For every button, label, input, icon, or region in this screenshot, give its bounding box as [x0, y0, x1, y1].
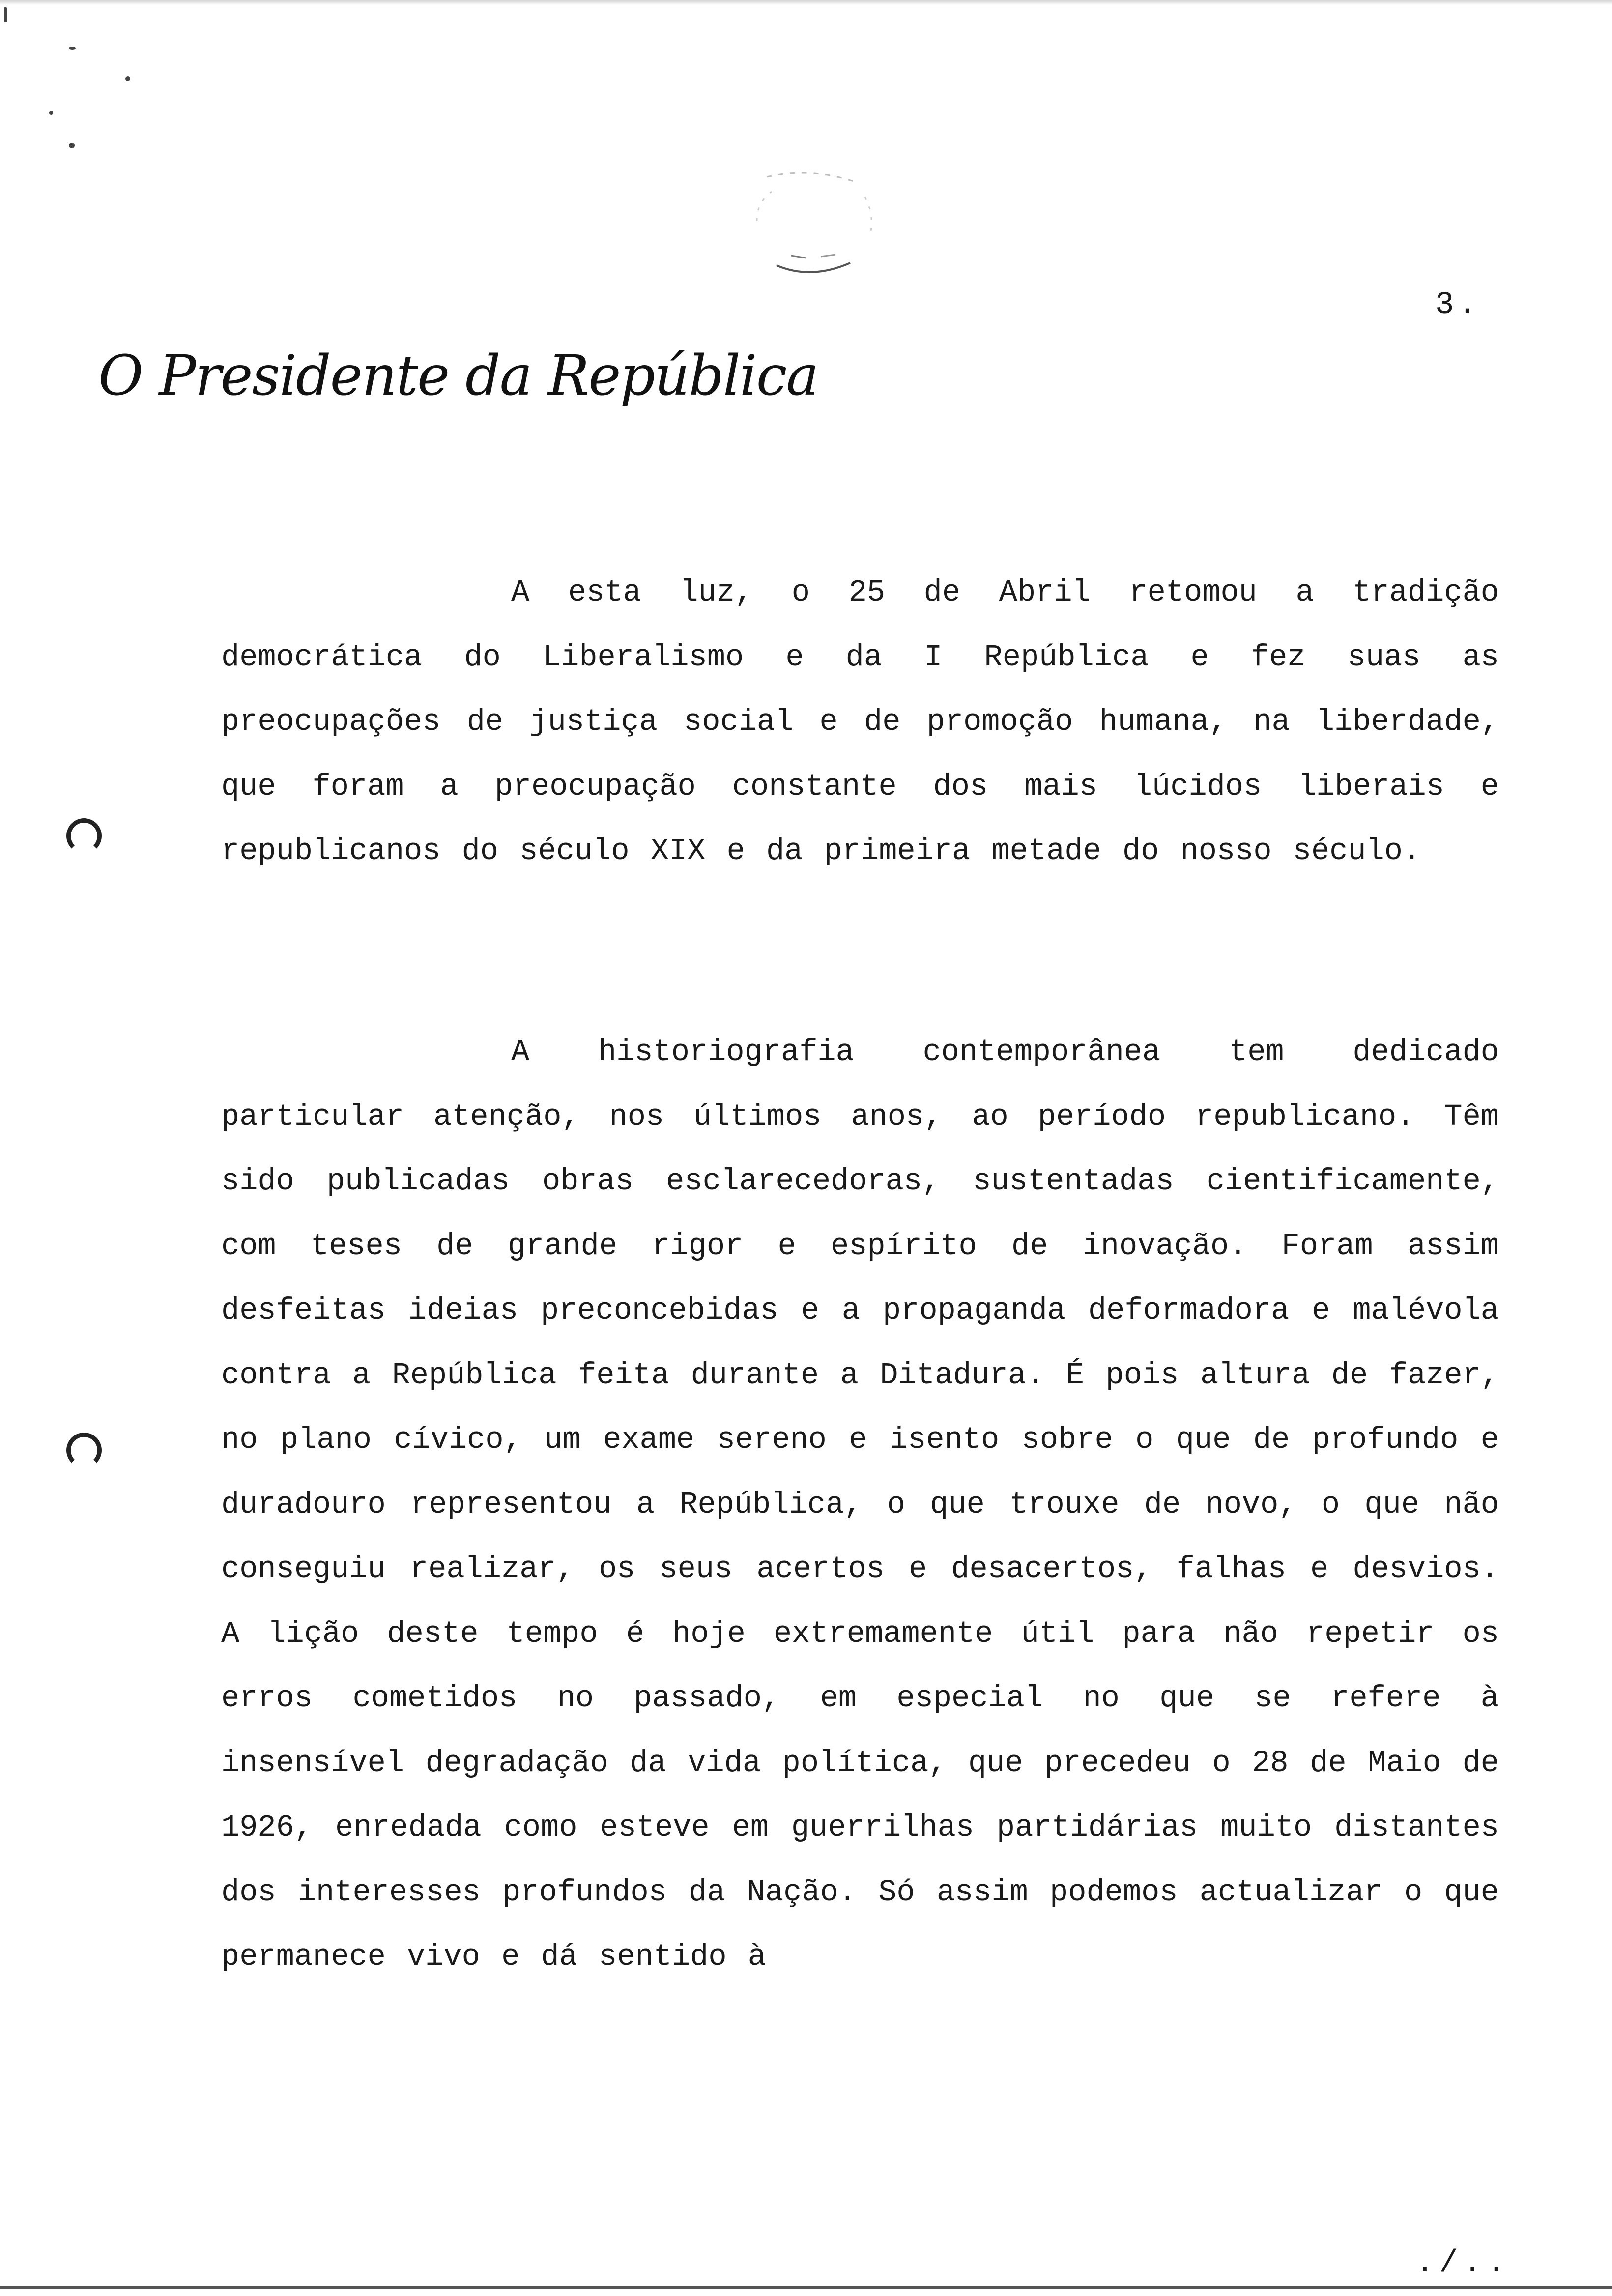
scan-top-edge	[0, 0, 1612, 5]
scan-speck	[4, 7, 7, 22]
body-paragraph-1: A esta luz, o 25 de Abril retomou a tradição democrática do Liberalismo e da I República e fez suas as preocupações de justiça social e de promoção humana, na liberdade, que foram a preocupação constante dos mais lúcidos liberais e republicanos do século XIX e da primeira metade do nosso século.	[221, 575, 1499, 868]
page-number: 3.	[1435, 287, 1481, 323]
punch-hole	[66, 1433, 102, 1468]
continuation-mark: ./..	[1415, 2246, 1511, 2281]
faint-seal-mark	[737, 162, 885, 310]
body-paragraph-2: A historiografia contemporânea tem dedicado particular atenção, nos últimos anos, ao período republicano. Têm sido publicadas obras esclarecedoras, sustentadas cientificamente, com teses de grande rigor e espírito de inovação. Foram assim desfeitas ideias preconcebidas e a propaganda deformadora e malévola contra a República feita durante a Ditadura. É pois altura de fazer, no plano cívico, um exame sereno e isento sobre o que de profundo e duradouro representou a República, o que trouxe de novo, o que não conseguiu realizar, os seus acertos e desacertos, falhas e desvios. A lição deste tempo é hoje extremamente útil para não repetir os erros cometidos no passado, em especial no que se refere à insensível degradação da vida política, que precedeu o 28 de Maio de 1926, enredada como esteve em guerrilhas partidárias muito distantes dos interesses profundos da Nação. Só assim podemos actualizar o que permanece vivo e dá sentido à	[221, 1034, 1499, 1974]
scan-speck	[125, 76, 130, 81]
letterhead-presidente-da-republica: O Presidente da República	[98, 344, 818, 408]
scan-speck	[49, 111, 53, 115]
scan-bottom-edge	[0, 2286, 1612, 2289]
scan-speck	[69, 47, 76, 50]
scan-speck	[69, 143, 75, 148]
punch-hole	[66, 818, 102, 854]
